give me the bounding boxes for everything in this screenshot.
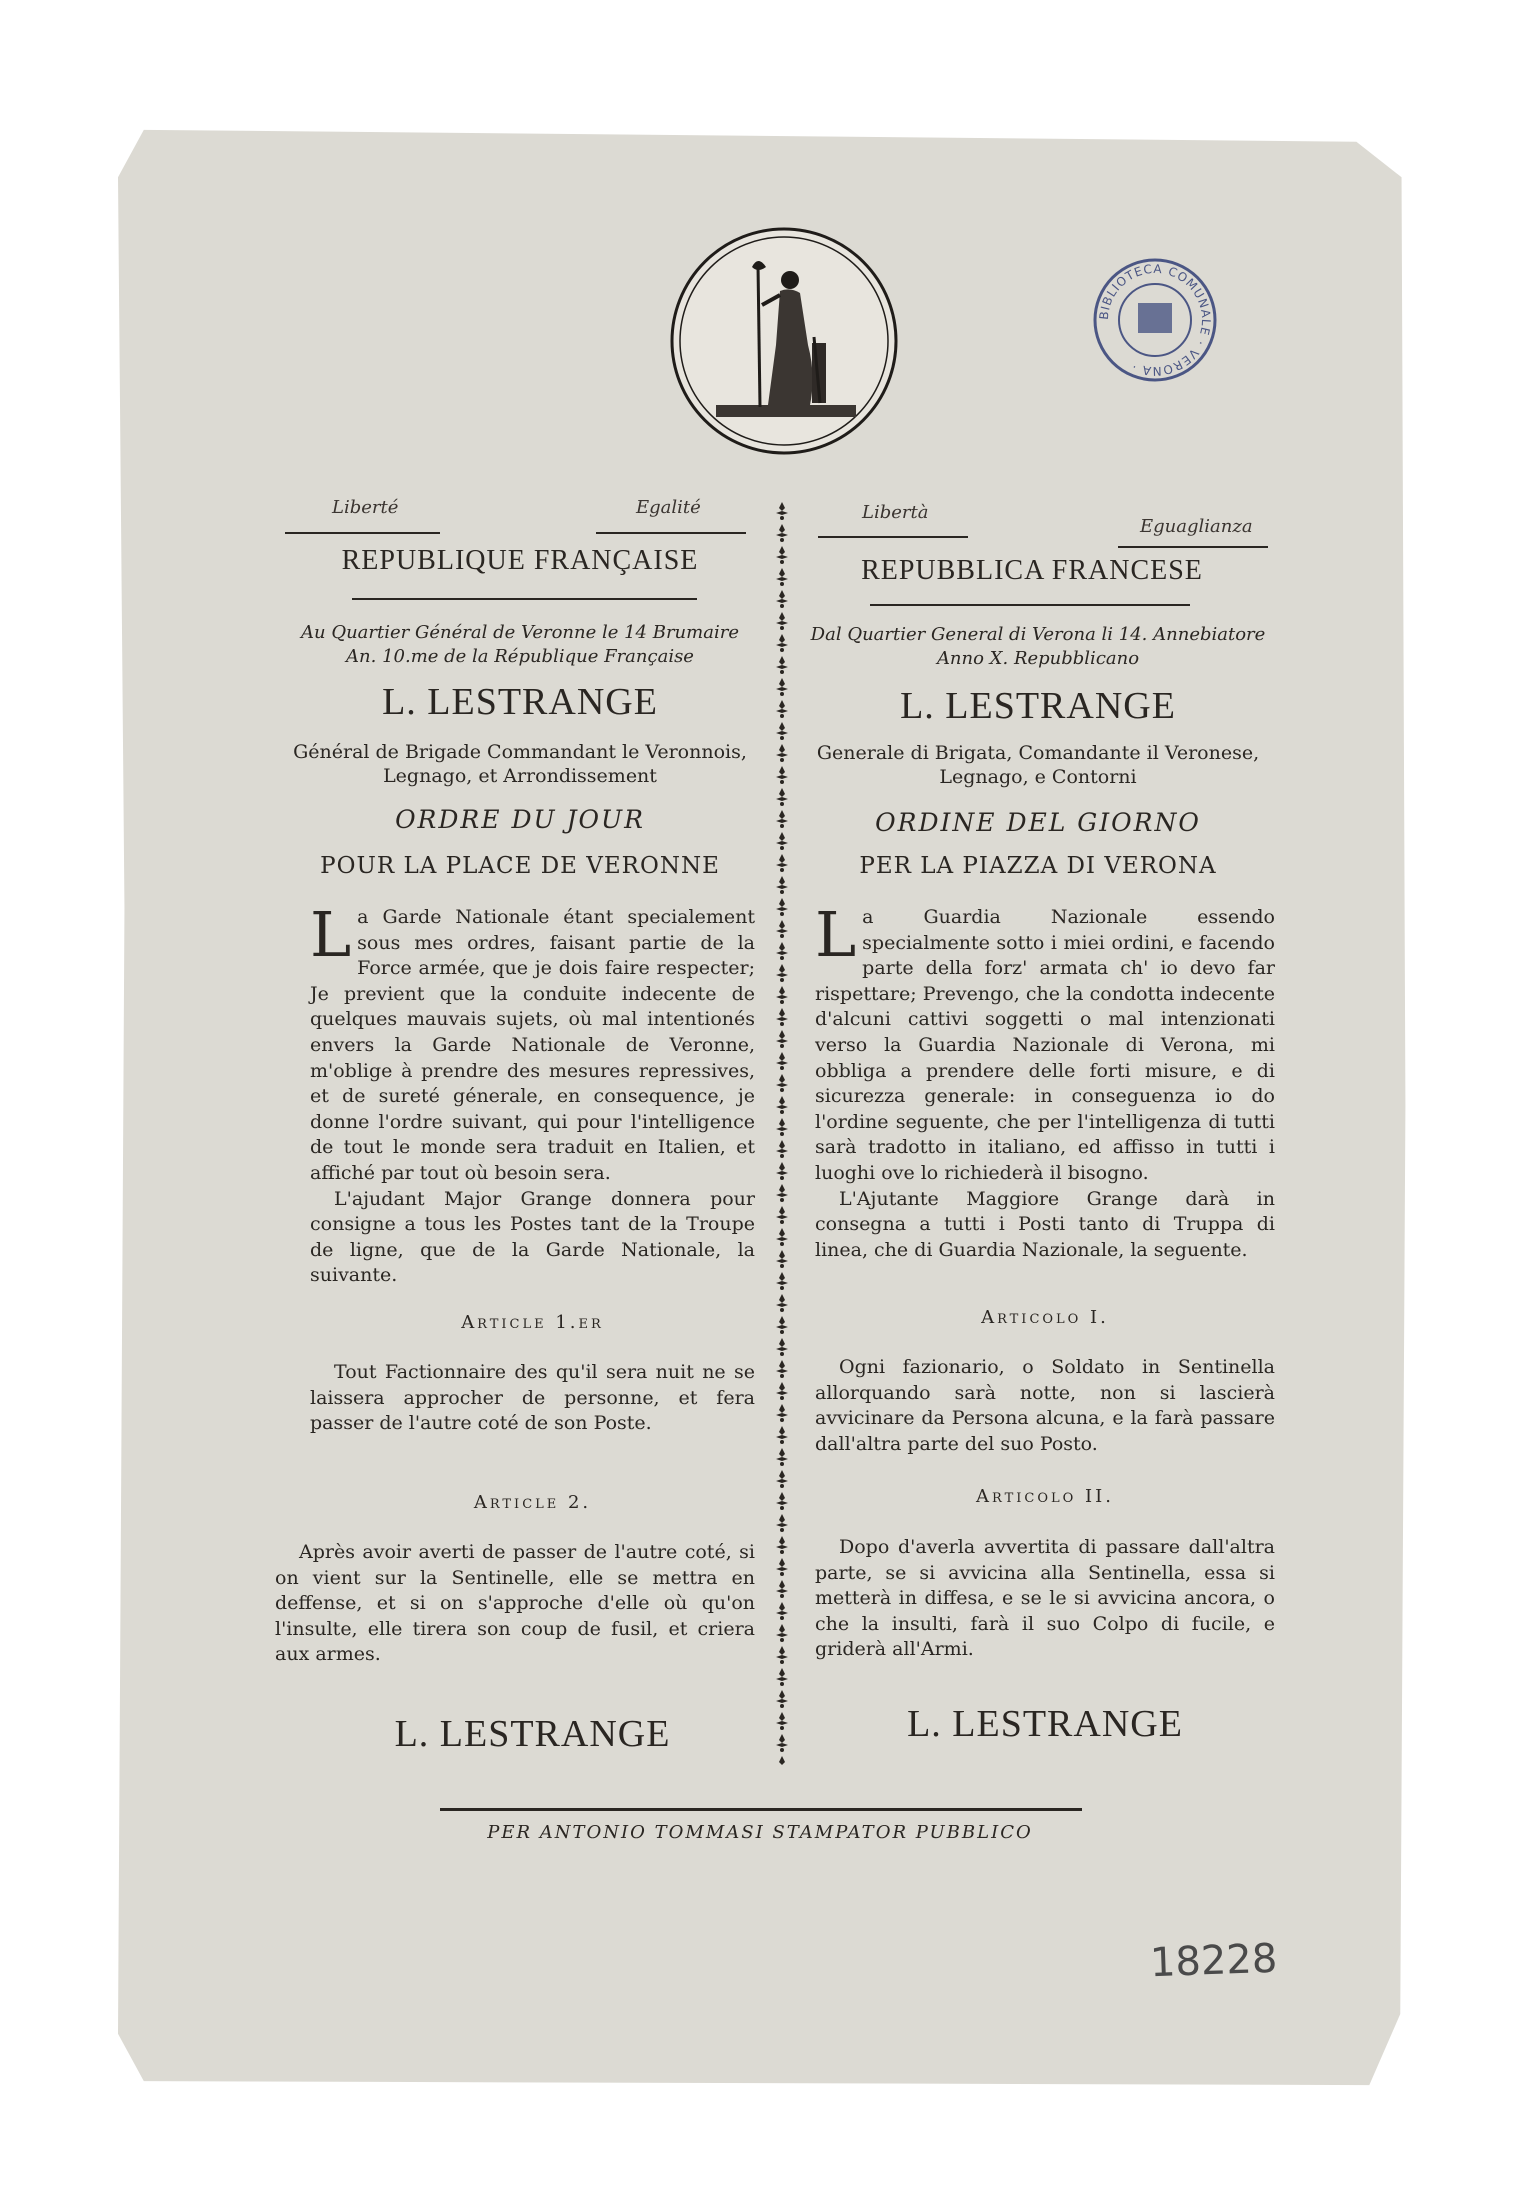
right-hq-line-1: Dal Quartier General di Verona li 14. Annebiatore — [810, 624, 1266, 645]
left-article-1-text: Tout Factionnaire des qu'il sera nuit ne se laissera approcher de personne, et fera passer de l'autre coté de son Poste. — [310, 1361, 755, 1435]
right-republic-title: REPUBBLICA FRANCESE — [861, 555, 1203, 586]
left-signature: L. LESTRANGE — [394, 1713, 671, 1755]
left-place-title: POUR LA PLACE DE VERONNE — [320, 853, 720, 879]
right-place-title: PER LA PIAZZA DI VERONA — [859, 853, 1217, 879]
left-hq-line-2: An. 10.me de la République Française — [346, 646, 694, 667]
right-motto-rule-2 — [1118, 546, 1268, 548]
left-article-2-title: Article 2. — [473, 1492, 592, 1513]
right-rank-line-1: Generale di Brigata, Comandante il Veronese, — [816, 742, 1260, 764]
left-paragraph-1: a Garde Nationale étant specialement sous mes ordres, faisant partie de la Force armée, que je dois faire respecter; Je previent que la conduite indecente de quelques mauvais sujets, où mal intentionés envers la Garde Nationale de Veronne, m'oblige à prendre des mesures repressives, et de sureté génerale, en consequence, je donne l'ordre suivant, qui pour l'intelligence de tout le monde sera traduit en Italien, et affiché par tout où besoin sera. — [310, 906, 755, 1184]
left-article-1-title: Article 1.er — [461, 1312, 604, 1333]
right-article-2-text: Dopo d'averla avvertita di passare dall'altra parte, se si avvicina alla Sentinella, essa si metterà in diffesa, e se le si avvicina ancora, o che la insulti, farà il suo Colpo di fucile, e griderà all'Armi. — [815, 1536, 1275, 1661]
left-rank-line-2: Legnago, et Arrondissement — [383, 765, 657, 787]
library-stamp-icon — [1090, 255, 1220, 385]
right-order-title: ORDINE DEL GIORNO — [875, 808, 1201, 837]
left-paragraph-2: L'ajudant Major Grange donnera pour consigne a tous les Postes tant de la Troupe de ligne, que de la Garde Nationale, la suivante. — [310, 1187, 755, 1287]
left-motto-rule-2 — [596, 532, 746, 534]
left-body — [310, 898, 755, 1289]
seal-medallion-icon — [668, 225, 900, 457]
left-motto-egalite: Egalité — [636, 497, 701, 518]
left-order-title: ORDRE DU JOUR — [395, 805, 645, 834]
left-article-2-text: Après avoir averti de passer de l'autre coté, si on vient sur la Sentinelle, elle se mettra en deffense, et si on s'approche d'elle où qu'on l'insulte, elle tirera son coup de fusil, et criera aux armes. — [275, 1541, 755, 1666]
right-article-1-text: Ogni fazionario, o Soldato in Sentinella allorquando sarà notte, non si lascierà avvicinare da Persona alcuna, e la farà passare dall'altra parte del suo Posto. — [815, 1356, 1275, 1455]
right-paragraph-2: L'Ajutante Maggiore Grange darà in consegna a tutti i Posti tanto di Truppa di linea, che di Guardia Nazionale, la seguente. — [815, 1187, 1275, 1261]
stamp-text: BIBLIOTECA COMUNALE · VERONA · — [1096, 261, 1214, 379]
right-drop-cap: L — [815, 898, 857, 971]
printer-rule — [440, 1808, 1082, 1811]
right-motto-liberta: Libertà — [862, 502, 929, 523]
printer-line: PER ANTONIO TOMMASI STAMPATOR PUBBLICO — [487, 1822, 1033, 1843]
right-motto-eguaglianza: Eguaglianza — [1140, 516, 1253, 537]
left-drop-cap: L — [310, 898, 352, 971]
right-article-1-title: Articolo I. — [981, 1307, 1109, 1328]
right-body — [815, 898, 1275, 1263]
left-republic-title: REPUBLIQUE FRANÇAISE — [341, 545, 699, 576]
left-motto-liberte: Liberté — [332, 497, 399, 518]
right-hq-line-2: Anno X. Repubblicano — [936, 648, 1140, 669]
inventory-number: 18228 — [1149, 1935, 1279, 1987]
right-motto-rule-1 — [818, 536, 968, 538]
right-paragraph-1: a Guardia Nazionale essendo specialmente sotto i miei ordini, e facendo parte della forz' armata ch' io devo far rispettare; Prevengo, che la condotta indecente d'alcuni cattivi soggetti o mal intenzionati verso la Guardia Nazionale di Verona, mi obbliga a prendere delle forti misure, e di sicurezza generale: in conseguenza io do l'ordine seguente, che per l'intelligenza di tutti sarà tradotto in italiano, ed affisso in tutti i luoghi ove lo richiederà il bisogno. — [815, 906, 1275, 1184]
right-signature: L. LESTRANGE — [907, 1703, 1183, 1745]
right-title-rule — [870, 604, 1190, 606]
left-motto-rule-1 — [285, 532, 440, 534]
left-title-rule — [352, 598, 697, 600]
left-general-name: L. LESTRANGE — [382, 681, 658, 723]
right-rank-line-2: Legnago, e Contorni — [939, 766, 1137, 788]
right-general-name: L. LESTRANGE — [900, 685, 1176, 727]
left-rank-line-1: Général de Brigade Commandant le Veronnois, — [293, 741, 747, 763]
right-article-2-title: Articolo II. — [976, 1486, 1114, 1507]
ornamental-divider — [772, 500, 792, 1765]
left-hq-line-1: Au Quartier Général de Veronne le 14 Brumaire — [301, 622, 739, 643]
